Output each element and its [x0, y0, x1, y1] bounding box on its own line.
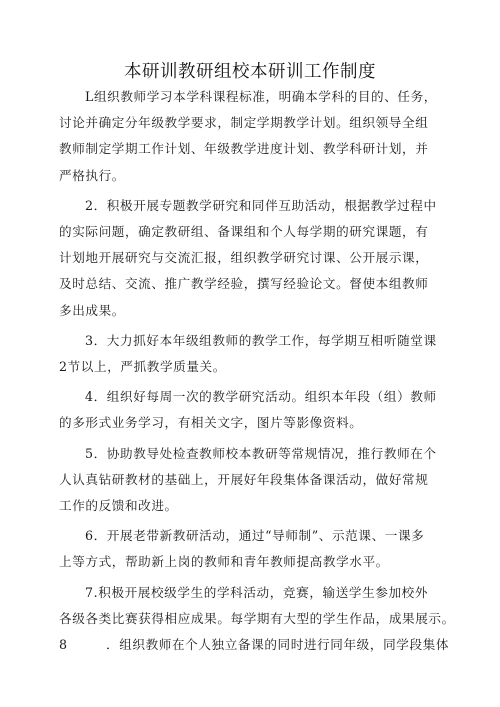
text-line: 4．组织好每周一次的教学研究活动。组织本年段（组）教师: [85, 389, 437, 405]
paragraph-2: [59, 193, 443, 324]
text-line: 7.积极开展校级学生的学科活动，竞赛，输送学生参加校外: [85, 584, 429, 600]
paragraph-6: [59, 523, 443, 575]
paragraph-3: [59, 328, 443, 380]
paragraph-4: [59, 384, 443, 436]
text-line: 工作的反馈和改进。: [59, 498, 178, 514]
text-line: 2．积极开展专题教学研究和同伴互助活动，根据教学过程中: [85, 197, 437, 213]
text-line: 及时总结、交流、推广教学经验，撰写经验论文。督使本组教师: [59, 276, 429, 292]
document-body: [59, 84, 455, 658]
paragraph-5: [59, 441, 443, 520]
item-number: 8: [59, 637, 68, 653]
text-line: 多出成果。: [59, 302, 125, 318]
paragraph-1: [59, 84, 443, 189]
text-line: 讨论并确定分年级教学要求，制定学期教学计划。组织领导全组: [59, 115, 429, 131]
document-title: 本研训教研组校本研训工作制度: [124, 62, 376, 82]
text-line: 2节以上，严抓教学质量关。: [59, 359, 226, 375]
text-line: 计划地开展研究与交流汇报，组织教学研究讨课、公开展示课，: [59, 250, 429, 266]
text-line-content: ．组织教师在个人独立备课的同时进行同年级，同学段集体: [106, 637, 450, 653]
text-line: 严格执行。: [59, 167, 125, 183]
paragraph-7: [59, 580, 455, 632]
text-line: 教师制定学期工作计划、年级教学进度计划、教学科研计划，并: [59, 141, 429, 157]
paragraph-8: [59, 632, 450, 658]
text-line: 的多形式业务学习，有相关文字，图片等影像资料。: [59, 415, 363, 431]
text-line: 6．开展老带新教研活动，通过“导师制”、示范课、一课多: [85, 528, 425, 544]
text-line: 5．协助教导处检查教师校本教研等常规情况，推行教师在个: [85, 445, 437, 461]
text-line: L组织教师学习本学科课程标准，明确本学科的目的、任务，: [85, 89, 438, 104]
text-line: [59, 632, 450, 658]
text-line: 的实际问题，确定教研组、备课组和个人每学期的研究课题，有: [59, 224, 429, 240]
text-line: 3．大力抓好本年级组教师的教学工作，每学期互相听随堂课: [85, 332, 437, 348]
text-line: 上等方式，帮助新上岗的教师和青年教师提高教学水平。: [59, 554, 389, 570]
text-line: 各级各类比赛获得相应成果。每学期有大型的学生作品，成果展示。: [59, 610, 455, 626]
text-line: 人认真钻研教材的基础上，开展好年段集体备课活动，做好常规: [59, 471, 429, 487]
